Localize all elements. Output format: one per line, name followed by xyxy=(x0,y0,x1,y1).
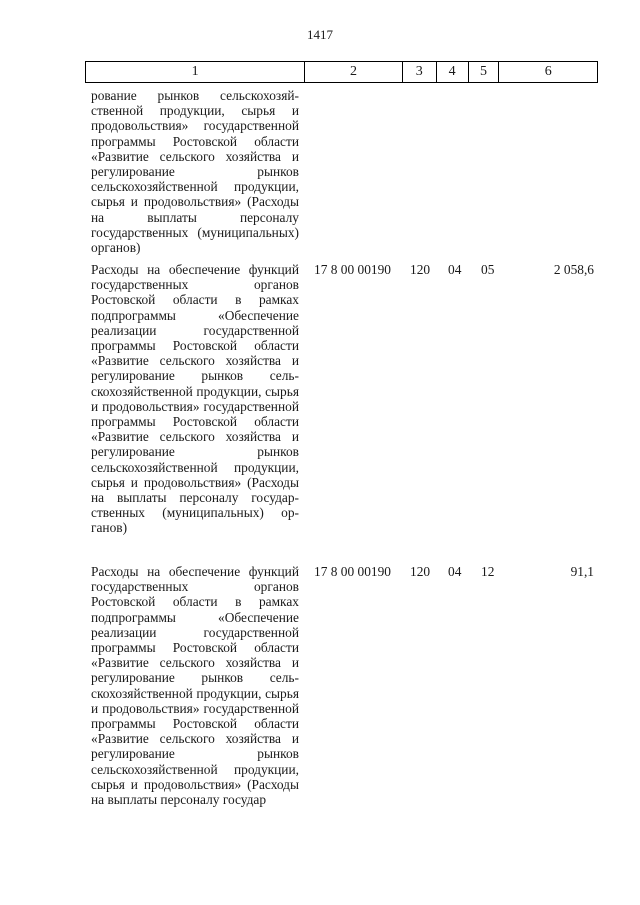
page-number: 1417 xyxy=(307,27,333,42)
row-target-code: 17 8 00 00190 xyxy=(314,262,391,277)
row-amount: 91,1 xyxy=(570,564,594,579)
header-col-3: 3 xyxy=(403,62,437,82)
row-description: Расходы на обеспечение функций государственных органов Ростовской области в рамках подпрограммы «Обеспечение реализации государственной программы Ростовской области «Развитие сельского хозяйства и регулирование рынков сельскохозяйственной продукции, сырья и продовольствия» государственной программы Ростовской области «Развитие сельского хозяйства и регулирование рынков сельскохозяйственной продукции, сырья и продовольствия» (Расходы на выплаты персоналу государ xyxy=(91,564,299,808)
header-col-2: 2 xyxy=(305,62,403,82)
row-subsection: 05 xyxy=(481,262,495,277)
header-col-1: 1 xyxy=(86,62,305,82)
row-expense-type: 120 xyxy=(410,564,431,579)
header-col-5: 5 xyxy=(469,62,500,82)
row-section: 04 xyxy=(448,564,462,579)
row-expense-type: 120 xyxy=(410,262,431,277)
header-col-4: 4 xyxy=(437,62,469,82)
row-subsection: 12 xyxy=(481,564,495,579)
row-target-code: 17 8 00 00190 xyxy=(314,564,391,579)
table-header xyxy=(85,61,598,83)
row-description: Расходы на обеспечение функций государственных органов Ростовской области в рамках подпрограммы «Обеспечение реализации государственной программы Ростовской области «Развитие сельского хозяйства и регулирование рынков сельскохозяйственной продукции, сырья и продовольствия» государственной программы Ростовской области «Развитие сельского хозяйства и регулирование рынков сельскохозяйственной продукции, сырья и продовольствия» (Расходы на выплаты персоналу государственных (муниципальных) органов) xyxy=(91,262,299,536)
row-description: рование рынков сельскохозяйственной продукции, сырья и продовольствия» государственной программы Ростовской области «Развитие сельского хозяйства и регулирование рынков сельскохозяйственной продукции, сырья и продовольствия» (Расходы на выплаты персоналу государственных (муниципальных) органов) xyxy=(91,88,299,256)
row-amount: 2 058,6 xyxy=(553,262,594,277)
row-section: 04 xyxy=(448,262,462,277)
header-col-6: 6 xyxy=(544,64,552,79)
